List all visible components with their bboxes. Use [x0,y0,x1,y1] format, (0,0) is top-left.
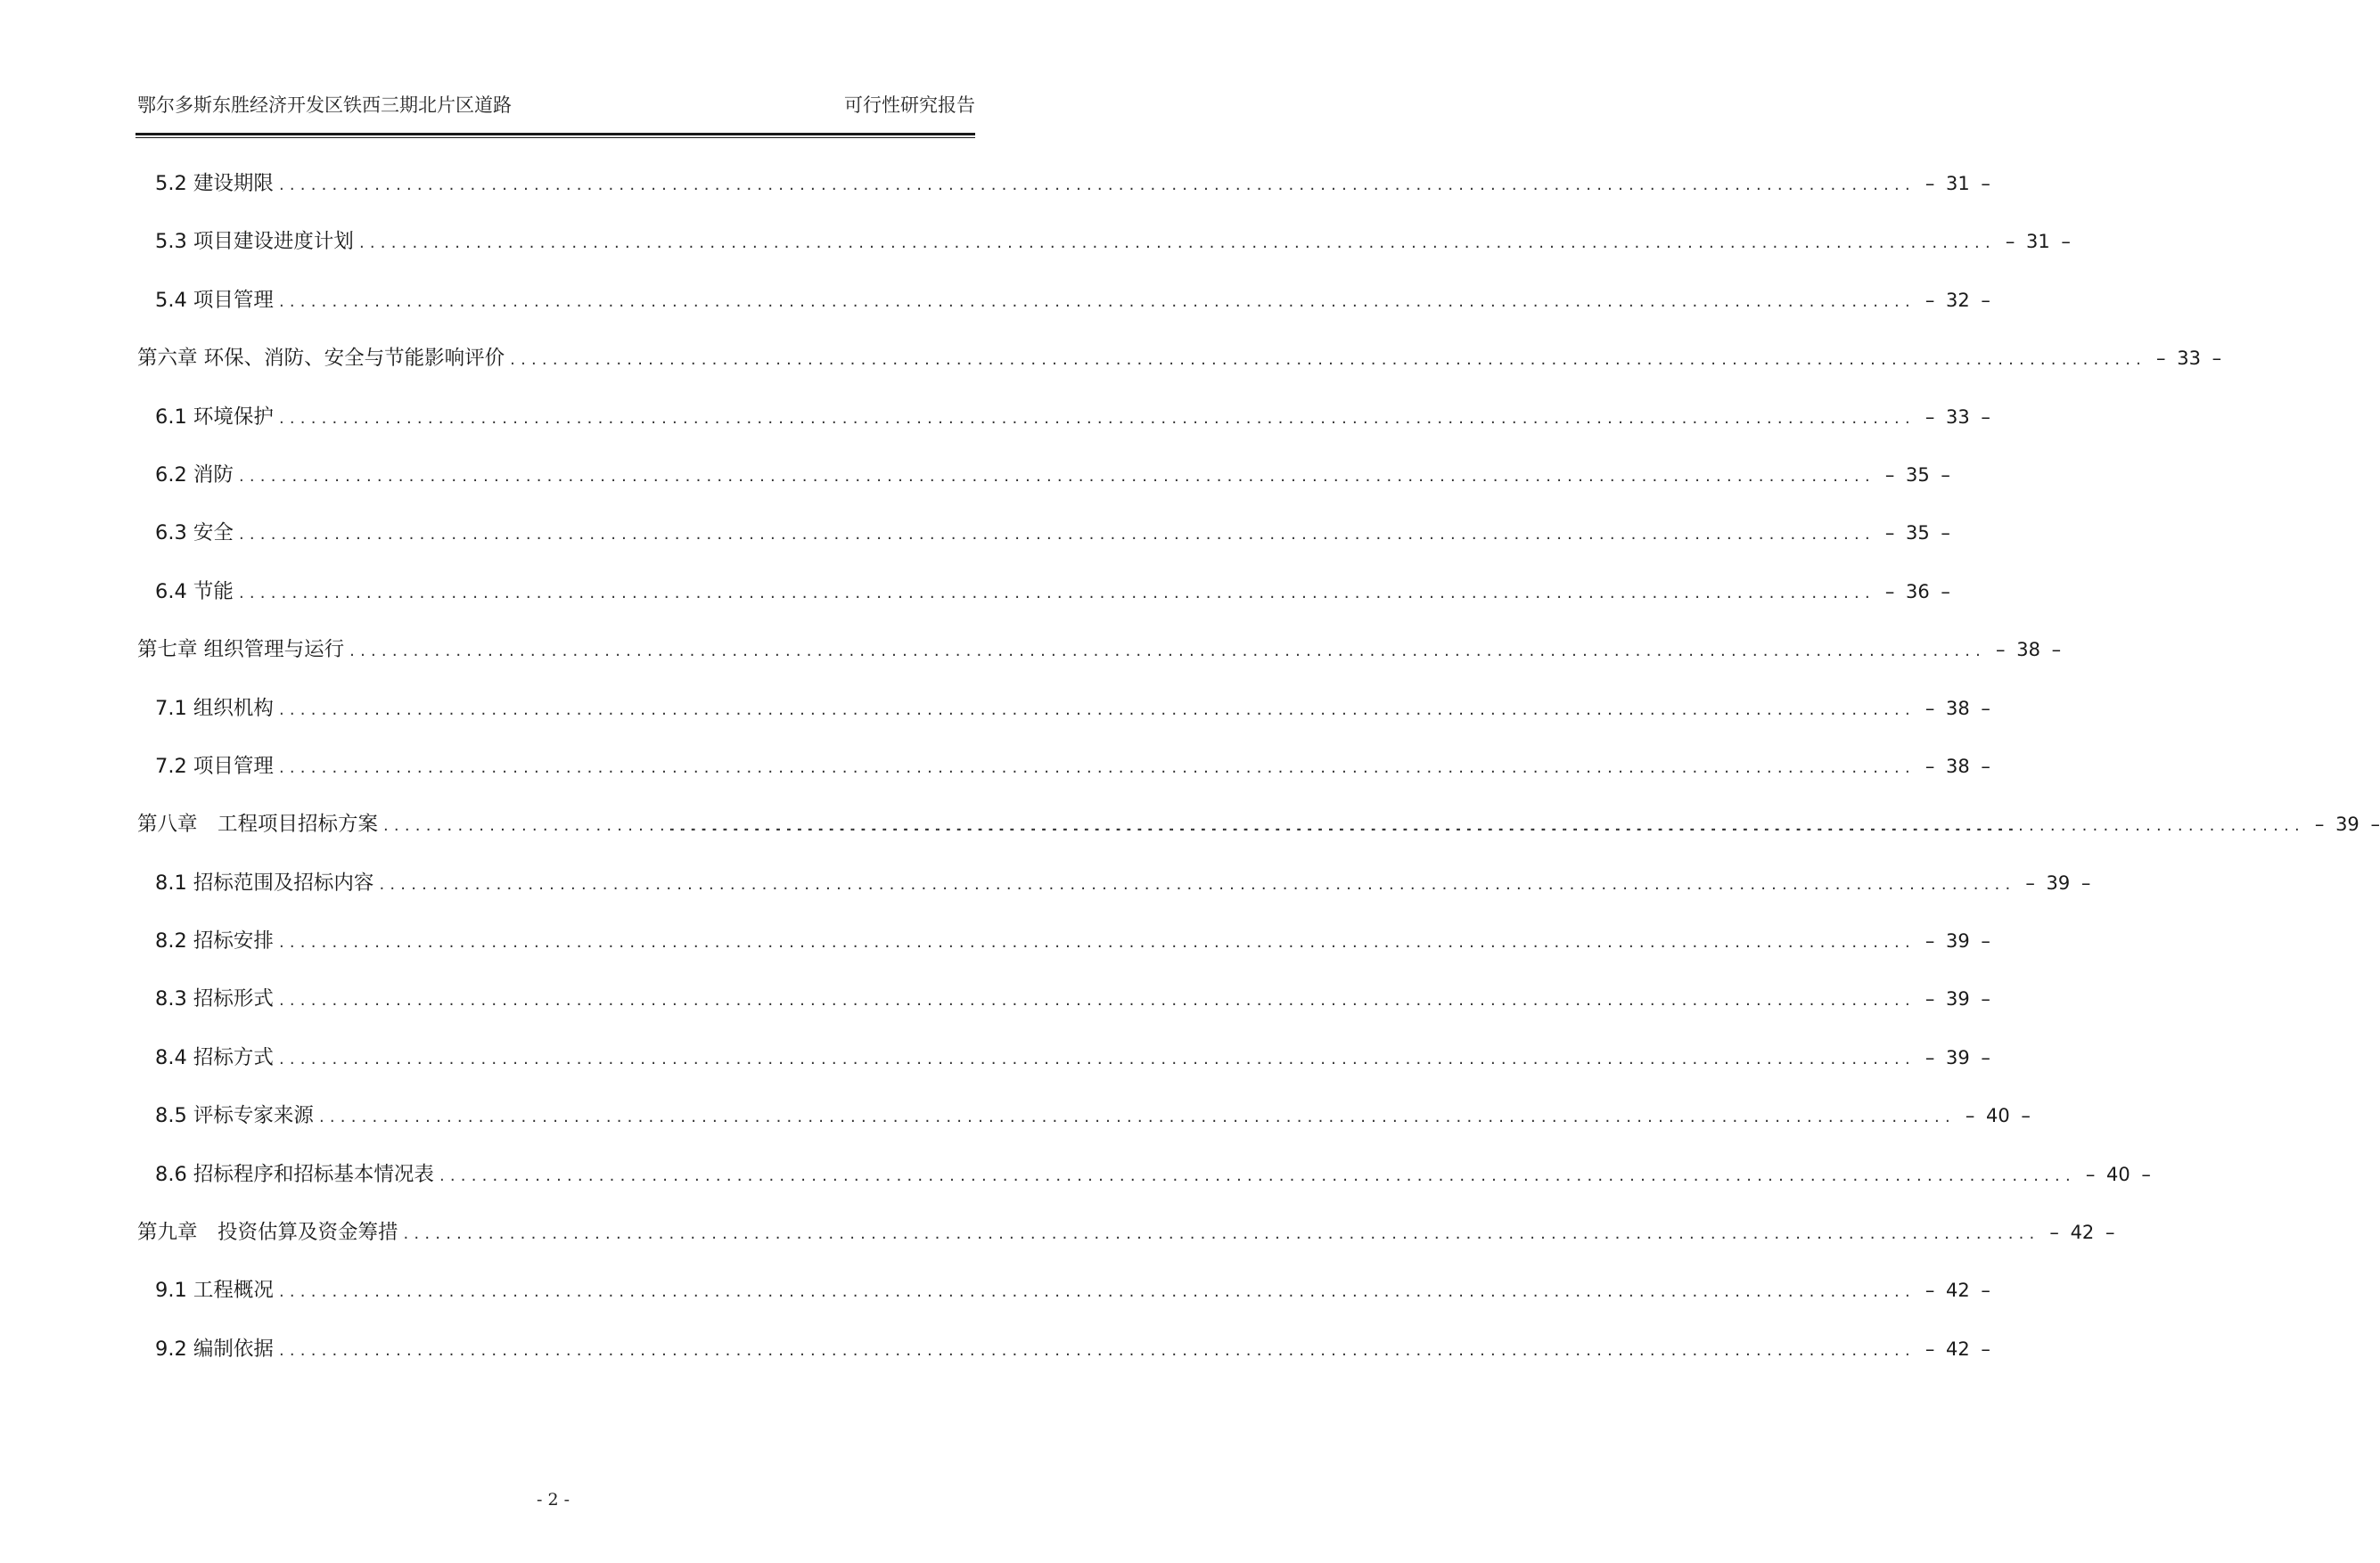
toc-entry[interactable] [135,747,1990,805]
toc-entry-page: – 31 – [2005,231,2071,253]
toc-leader-dots [359,224,1996,263]
toc-leader-dots [379,865,2015,904]
toc-entry-title: 9.2 编制依据 [155,1337,274,1361]
toc-leader-dots [239,515,1875,554]
toc-entry-title: 6.4 节能 [155,579,234,603]
toc-entry[interactable] [135,1096,2031,1154]
toc-entry-title: 第八章 工程项目招标方案 [137,813,379,837]
toc-leader-dots [349,632,1986,671]
toc-leader-dots [279,166,1916,205]
toc-entry-title: 6.2 消防 [155,462,234,487]
toc-entry-page: – 38 – [1996,639,2062,661]
toc-entry-page: – 42 – [2049,1222,2115,1244]
page-number: - 2 - [536,1490,570,1510]
table-of-contents [135,164,2380,1387]
toc-entry-page: – 32 – [1925,289,1990,311]
toc-entry-page: – 38 – [1925,697,1990,719]
toc-leader-dots [279,691,1916,730]
toc-entry-title: 6.3 安全 [155,521,234,545]
toc-entry-page: – 39 – [1925,930,1990,953]
toc-entry-title: 5.4 项目管理 [155,288,274,312]
toc-leader-dots [279,981,1916,1020]
toc-entry-page: – 33 – [1925,405,1990,428]
header-document-title: 鄂尔多斯东胜经济开发区铁西三期北片区道路 [137,94,512,116]
toc-entry-title: 8.2 招标安排 [155,929,274,953]
toc-leader-dots [279,282,1916,322]
toc-entry-title: 第九章 投资估算及资金筹措 [137,1221,398,1245]
toc-entry-title: 第七章 组织管理与运行 [137,638,345,662]
toc-entry-page: – 35 – [1884,522,1950,544]
toc-leader-dots [279,1040,1916,1079]
toc-leader-dots-segment [383,806,464,846]
toc-entry[interactable] [135,863,2091,921]
page-header [135,93,975,121]
toc-leader-dots [279,923,1916,962]
toc-chapter-entry[interactable] [135,805,2380,863]
toc-entry-title: 8.4 招标方式 [155,1045,274,1069]
toc-entry-title: 8.6 招标程序和招标基本情况表 [155,1162,434,1186]
toc-entry[interactable] [135,689,1990,747]
toc-entry[interactable] [135,1330,1990,1387]
toc-entry[interactable] [135,281,1990,339]
toc-leader-dots [239,574,1875,613]
toc-entry-page: – 35 – [1884,463,1950,486]
toc-leader-dots [404,1215,2040,1254]
toc-entry-title: 7.2 项目管理 [155,754,274,778]
toc-entry-title: 8.3 招标形式 [155,987,274,1011]
toc-entry-page: – 39 – [1925,988,1990,1011]
toc-entry-title: 7.1 组织机构 [155,696,274,720]
toc-entry[interactable] [135,455,1950,513]
toc-entry-title: 第六章 环保、消防、安全与节能影响评价 [137,347,505,371]
toc-entry-page: – 33 – [2156,348,2222,370]
toc-entry-page: – 38 – [1925,755,1990,777]
toc-entry[interactable] [135,572,1950,630]
toc-leader-dots [383,806,2305,846]
header-rule [135,133,975,135]
toc-leader-dots [239,457,1875,496]
toc-entry-title: 5.3 项目建设进度计划 [155,230,354,254]
toc-entry[interactable] [135,397,1990,455]
toc-leader-dots [279,1331,1916,1371]
toc-entry-page: – 39 – [2025,872,2091,894]
toc-chapter-entry[interactable] [135,1213,2115,1271]
toc-entry-title: 5.2 建设期限 [155,172,274,195]
toc-entry[interactable] [135,1038,1990,1096]
toc-entry-page: – 31 – [1925,173,1990,194]
toc-leader-dots [319,1098,1956,1137]
toc-entry-page: – 40 – [2085,1163,2151,1185]
toc-leader-dots [510,340,2146,380]
toc-entry-title: 6.1 环境保护 [155,405,274,429]
toc-leader-dots [279,399,1916,438]
toc-entry[interactable] [135,979,1990,1037]
header-rule-thin [135,137,975,138]
toc-entry-page: – 42 – [1925,1280,1990,1302]
toc-entry-page: – 36 – [1884,580,1950,602]
toc-entry[interactable] [135,164,1990,222]
toc-entry[interactable] [135,222,2071,280]
toc-entry-title: 9.1 工程概况 [155,1279,274,1303]
toc-entry[interactable] [135,513,1950,571]
toc-entry-page: – 39 – [1925,1046,1990,1068]
toc-leader-dots [279,749,1916,788]
toc-chapter-entry[interactable] [135,630,2062,688]
toc-leader-dots [279,1272,1916,1312]
toc-entry-page: – 40 – [1965,1105,2031,1127]
header-report-type: 可行性研究报告 [844,94,975,116]
toc-entry-page: – 42 – [1925,1338,1990,1360]
toc-entry-title: 8.5 评标专家来源 [155,1104,314,1128]
toc-chapter-entry[interactable] [135,339,2222,397]
toc-leader-dots [439,1157,2076,1196]
toc-leader-dots-segment [669,806,2305,846]
toc-entry[interactable] [135,1155,2151,1213]
toc-entry-page: – 39 – [2314,814,2380,836]
toc-entry[interactable] [135,921,1990,979]
toc-entry[interactable] [135,1271,1990,1329]
toc-entry-title: 8.1 招标范围及招标内容 [155,871,374,895]
